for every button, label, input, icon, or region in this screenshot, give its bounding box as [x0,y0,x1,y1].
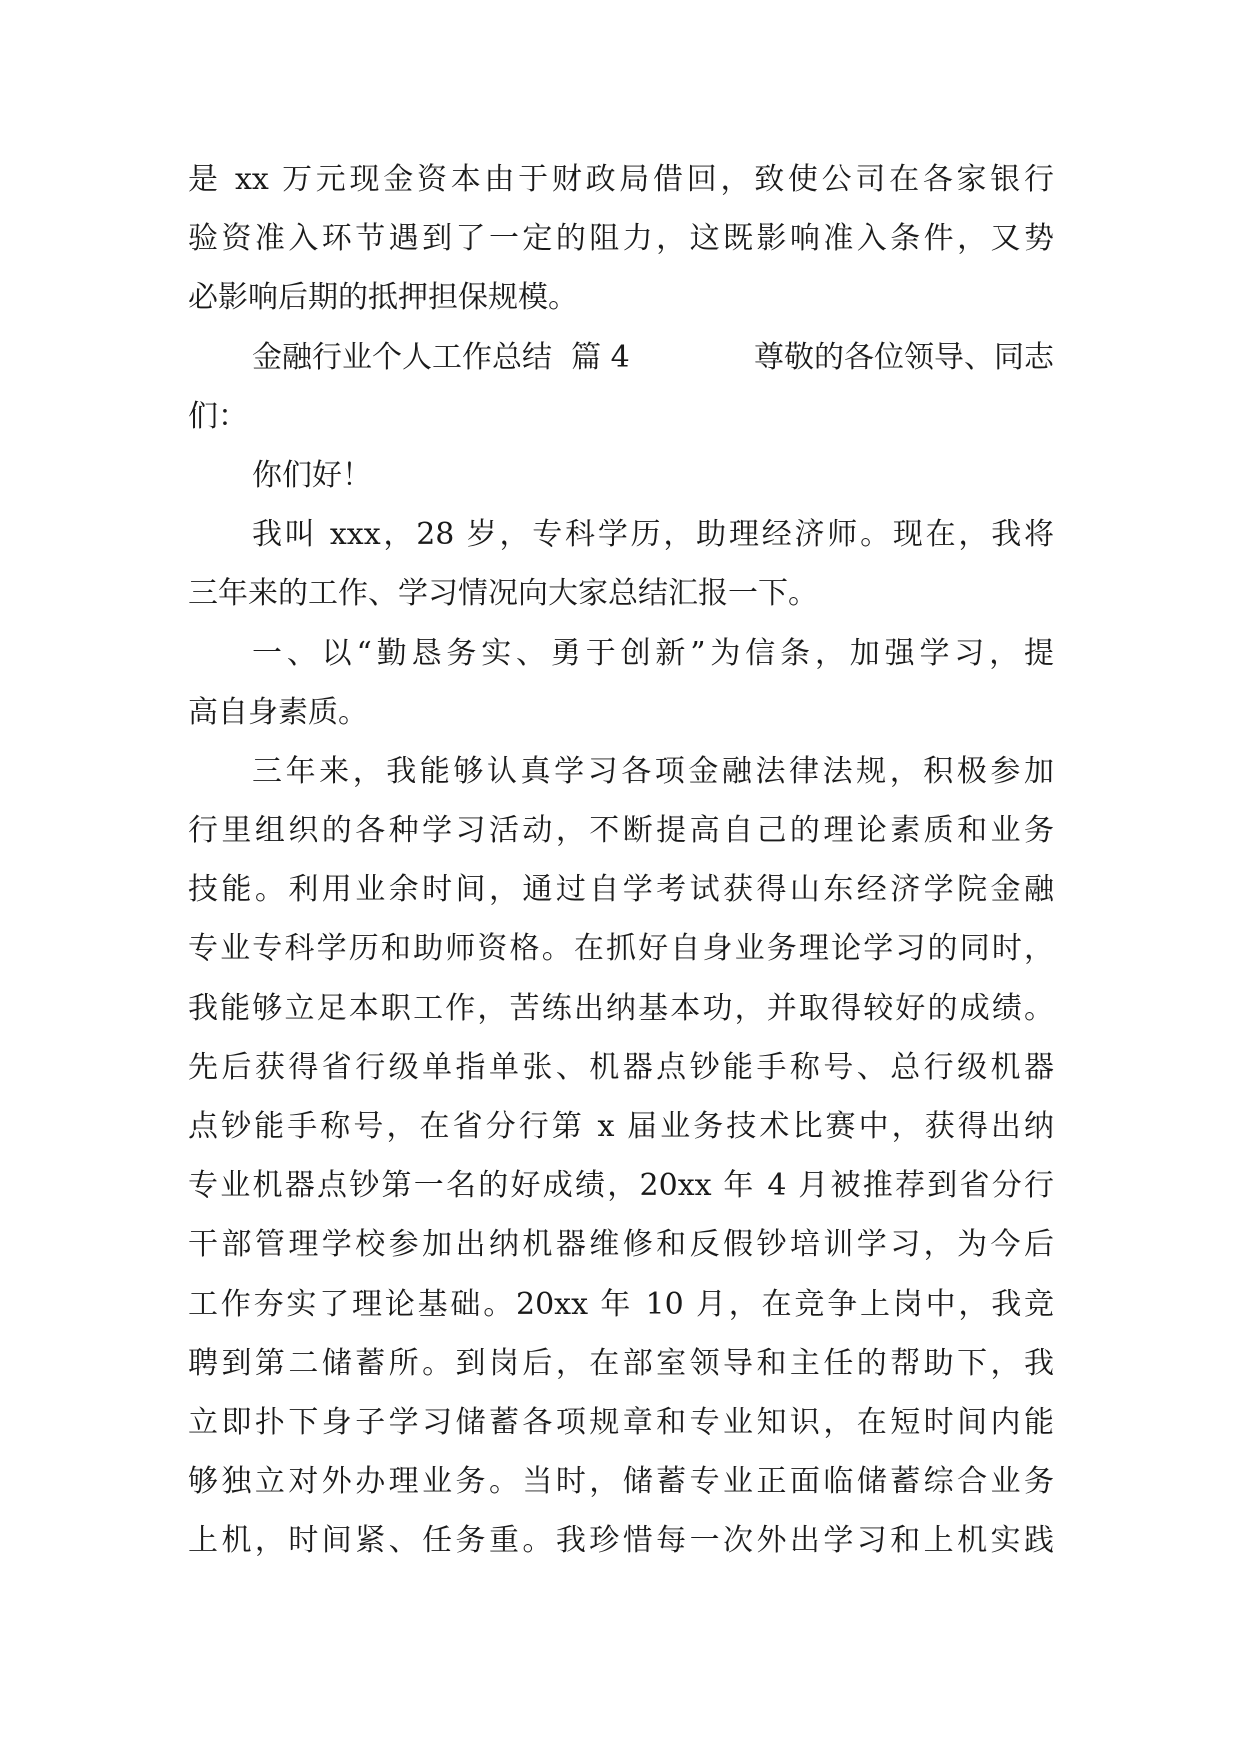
document-body [188,150,1054,1571]
text-line: 立即扑下身子学习储蓄各项规章和专业知识，在短时间内能 [188,1404,1054,1440]
text-line: 专业机器点钞第一名的好成绩，20xx 年 4 月被推荐到省分行 [188,1168,1054,1204]
text-line: 干部管理学校参加出纳机器维修和反假钞培训学习，为今后 [188,1227,1054,1263]
text-line: 一、以“勤恳务实、勇于创新”为信条，加强学习，提 [252,635,1054,671]
section-title-text: 金融行业个人工作总结 [252,339,552,375]
text-line: 聘到第二储蓄所。到岗后，在部室领导和主任的帮助下，我 [188,1345,1054,1381]
greeting-text: 尊敬的各位领导、同志 [754,339,1054,375]
text-line: 先后获得省行级单指单张、机器点钞能手称号、总行级机器 [188,1049,1054,1085]
text-line: 你们好！ [252,457,372,493]
text-line: 们： [188,398,248,434]
text-line: 高自身素质。 [188,694,368,730]
text-line: 上机，时间紧、任务重。我珍惜每一次外出学习和上机实践 [188,1523,1054,1559]
text-line: 我叫 xxx，28 岁，专科学历，助理经济师。现在，我将 [252,517,1054,553]
section-heading [188,328,1054,387]
text-line: 够独立对外办理业务。当时，储蓄专业正面临储蓄综合业务 [188,1464,1054,1500]
text-line: 必影响后期的抵押担保规模。 [188,280,578,316]
text-line: 工作夯实了理论基础。20xx 年 10 月，在竞争上岗中，我竞 [188,1286,1054,1322]
text-line: 专业专科学历和助师资格。在抓好自身业务理论学习的同时， [188,931,1054,967]
text-line: 我能够立足本职工作，苦练出纳基本功，并取得较好的成绩。 [188,990,1054,1026]
text-line: 三年来，我能够认真学习各项金融法律法规，积极参加 [252,753,1054,789]
text-line: 技能。利用业余时间，通过自学考试获得山东经济学院金融 [188,872,1054,908]
text-line: 点钞能手称号，在省分行第 x 届业务技术比赛中，获得出纳 [188,1109,1054,1144]
text-line: 三年来的工作、学习情况向大家总结汇报一下。 [188,576,818,612]
section-number: 篇 4 [571,339,630,375]
text-line: 是 xx 万元现金资本由于财政局借回，致使公司在各家银行 [188,162,1054,197]
text-line: 行里组织的各种学习活动，不断提高自己的理论素质和业务 [188,813,1054,849]
section-title [252,328,630,387]
text-line: 验资准入环节遇到了一定的阻力，这既影响准入条件，又势 [188,221,1054,257]
